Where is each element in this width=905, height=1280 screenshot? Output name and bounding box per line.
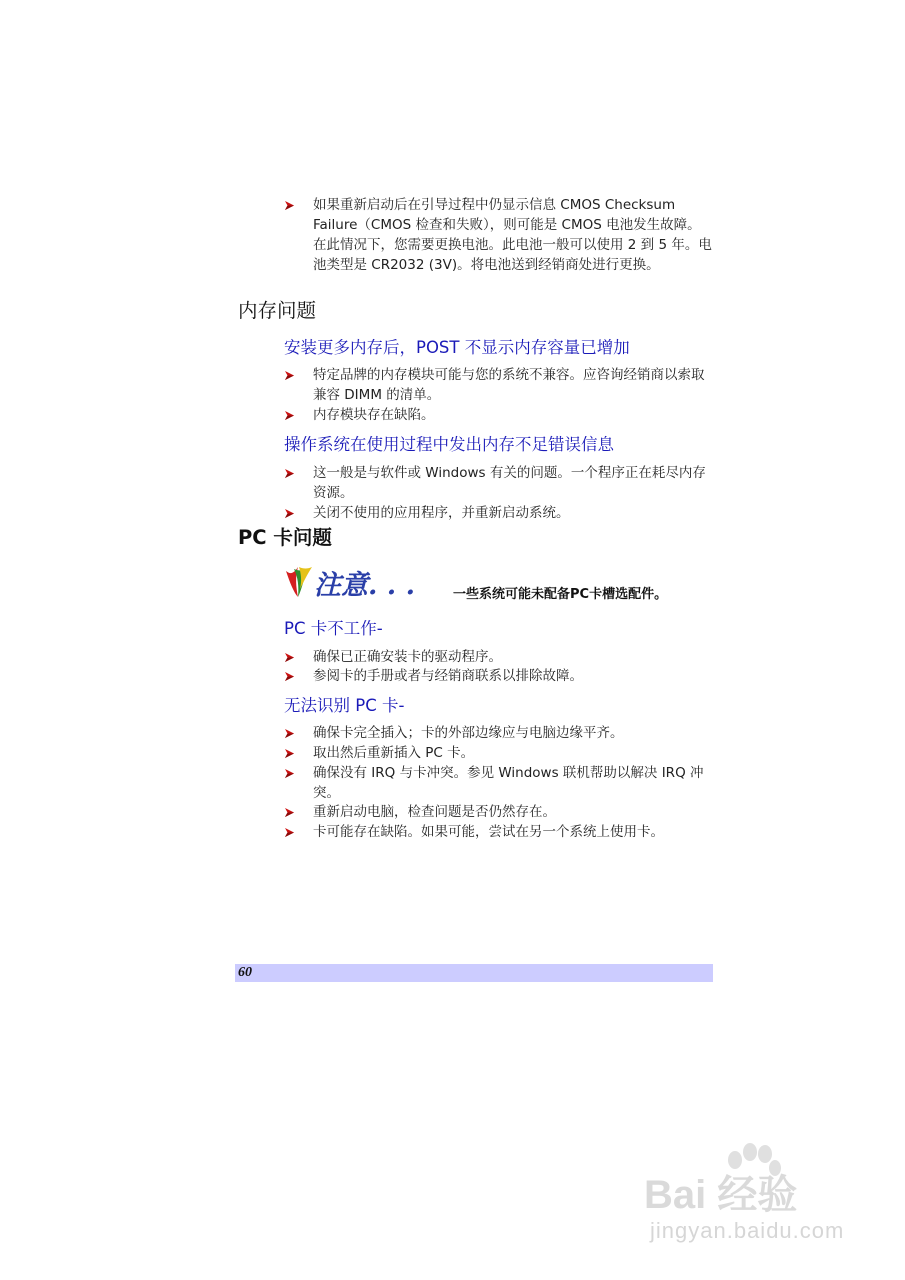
bullet-text: 确保没有 IRQ 与卡冲突。参见 Windows 联机帮助以解决 IRQ 冲突。 (313, 765, 704, 801)
page-number: 60 (238, 965, 252, 980)
footer-bar (235, 964, 713, 982)
list-item (284, 405, 714, 425)
bullet-text: 卡可能存在缺陷。如果可能，尝试在另一个系统上使用卡。 (313, 824, 664, 840)
list-item (284, 503, 714, 523)
list-item (284, 822, 714, 842)
arrow-bullet-icon (284, 200, 295, 211)
list-item (284, 365, 714, 405)
arrow-bullet-icon (284, 652, 295, 663)
subsection-title-pccard-unrecognized: 无法识别 PC 卡- (284, 696, 405, 715)
note-label: 注意. . . (314, 570, 415, 601)
note-text: 一些系统可能未配备PC卡槽选配件。 (453, 587, 668, 602)
arrow-bullet-icon (284, 370, 295, 381)
list-item (284, 463, 714, 503)
subsection-title-low-memory: 操作系统在使用过程中发出内存不足错误信息 (284, 435, 614, 454)
note-icon (282, 563, 432, 601)
arrow-bullet-icon (284, 748, 295, 759)
bullet-text: 确保卡完全插入；卡的外部边缘应与电脑边缘平齐。 (313, 725, 624, 741)
list-item (284, 723, 714, 743)
section-title-memory: 内存问题 (238, 299, 317, 322)
arrow-bullet-icon (284, 410, 295, 421)
section-title-pccard: PC 卡问题 (238, 526, 332, 549)
bullet-text: 取出然后重新插入 PC 卡。 (313, 745, 475, 761)
watermark-brand: Bai 经验 (644, 1173, 798, 1217)
bullet-text: 确保已正确安装卡的驱动程序。 (313, 649, 502, 665)
arrow-bullet-icon (284, 827, 295, 838)
arrow-bullet-icon (284, 807, 295, 818)
bullet-text: 特定品牌的内存模块可能与您的系统不兼容。应咨询经销商以索取兼容 DIMM 的清单。 (313, 367, 705, 403)
arrow-bullet-icon (284, 508, 295, 519)
baidu-watermark-logo (640, 1140, 860, 1220)
bullet-text: 这一般是与软件或 Windows 有关的问题。一个程序正在耗尽内存资源。 (313, 465, 706, 501)
list-item (284, 195, 714, 275)
bullet-text: 关闭不使用的应用程序，并重新启动系统。 (313, 505, 570, 521)
subsection-title-pccard-not-working: PC 卡不工作- (284, 619, 383, 638)
list-item (284, 666, 714, 686)
arrow-bullet-icon (284, 728, 295, 739)
arrow-bullet-icon (284, 768, 295, 779)
bullet-text: 内存模块存在缺陷。 (313, 407, 435, 423)
bullet-text: 重新启动电脑，检查问题是否仍然存在。 (313, 804, 556, 820)
subsection-title-post-memory: 安装更多内存后，POST 不显示内存容量已增加 (284, 338, 630, 357)
list-item (284, 802, 714, 822)
list-item (284, 763, 714, 803)
list-item (284, 743, 714, 763)
bullet-text: 参阅卡的手册或者与经销商联系以排除故障。 (313, 668, 583, 684)
arrow-bullet-icon (284, 468, 295, 479)
list-item (284, 647, 714, 667)
watermark-url: jingyan.baidu.com (650, 1218, 845, 1243)
bullet-text: 如果重新启动后在引导过程中仍显示信息 CMOS Checksum Failure（CMOS 检查和失败），则可能是 CMOS 电池发生故障。在此情况下，您需要更换电池。此电池一般可以使用 2 到 5 年。电池类型是 CR2032 (3V)。将电池送到经销商处进行更换。 (313, 197, 712, 273)
arrow-bullet-icon (284, 671, 295, 682)
